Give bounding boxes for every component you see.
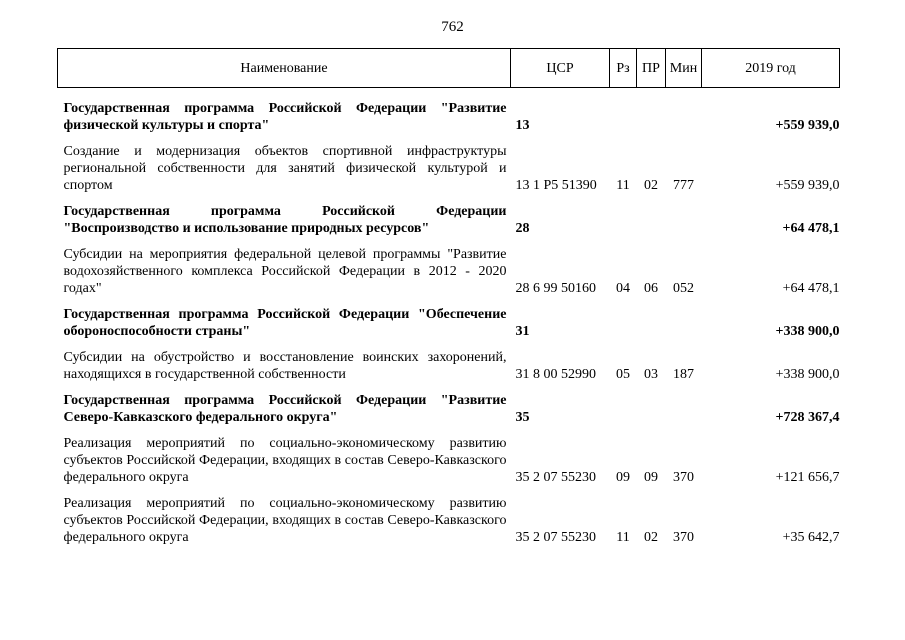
- header-rz: Рз: [610, 49, 637, 88]
- row-csr: 13 1 P5 51390: [515, 178, 597, 193]
- row-amount: +728 367,4: [775, 410, 840, 425]
- row-name: Реализация мероприятий по социально-экономическому развитию субъектов Российской Федерации, входящих в состав Северо-Кавказского федерального округа: [63, 436, 507, 485]
- row-csr: 28 6 99 50160: [515, 281, 596, 296]
- row-pr: 02: [644, 178, 658, 193]
- row-csr: 35 2 07 55230: [515, 530, 596, 545]
- row-rz: 05: [616, 367, 630, 382]
- row-rz: [610, 392, 637, 426]
- table-row: [58, 143, 840, 194]
- row-amount: +35 642,7: [782, 530, 840, 545]
- row-amount: +559 939,0: [775, 118, 840, 133]
- row-min: [666, 306, 702, 340]
- row-rz: [610, 306, 637, 340]
- row-name: Государственная программа Российской Федерации "Развитие физической культуры и спорта": [63, 101, 507, 133]
- row-name: Субсидии на мероприятия федеральной целевой программы "Развитие водохозяйственного комплекса Российской Федерации в 2012 - 2020 годах": [63, 247, 507, 296]
- table-row: [58, 349, 840, 383]
- table-row: [58, 306, 840, 340]
- budget-table: [57, 48, 840, 546]
- row-pr: [637, 306, 666, 340]
- table-row: [58, 392, 840, 426]
- row-min: 370: [673, 530, 694, 545]
- row-csr: 13: [515, 118, 530, 133]
- row-amount: +559 939,0: [775, 178, 840, 193]
- row-name: Государственная программа Российской Федерации "Обеспечение обороноспособности страны": [63, 307, 507, 339]
- row-pr: 06: [644, 281, 658, 296]
- row-name: Субсидии на обустройство и восстановление воинских захоронений, находящихся в государственной собственности: [63, 350, 507, 382]
- row-pr: 09: [644, 470, 658, 485]
- table-header-row: [58, 49, 840, 88]
- row-min: 777: [673, 178, 694, 193]
- row-rz: [610, 100, 637, 134]
- row-min: [666, 392, 702, 426]
- row-min: 370: [673, 470, 694, 485]
- table-row: [58, 100, 840, 134]
- table-row: [58, 203, 840, 237]
- row-csr: 35: [515, 410, 530, 425]
- row-csr: 28: [515, 221, 530, 236]
- row-csr: 35 2 07 55230: [515, 470, 596, 485]
- row-rz: 09: [616, 470, 630, 485]
- row-pr: [637, 203, 666, 237]
- row-min: [666, 100, 702, 134]
- row-name: Реализация мероприятий по социально-экономическому развитию субъектов Российской Федерации, входящих в состав Северо-Кавказского федерального округа: [63, 496, 507, 545]
- row-name: Государственная программа Российской Федерации "Развитие Северо-Кавказского федерального округа": [63, 393, 507, 425]
- table-row: [58, 246, 840, 297]
- table-row: [58, 495, 840, 546]
- row-min: [666, 203, 702, 237]
- row-csr: 31 8 00 52990: [515, 367, 596, 382]
- row-amount: +338 900,0: [775, 324, 840, 339]
- row-amount: +64 478,1: [782, 281, 840, 296]
- row-name: Государственная программа Российской Федерации "Воспроизводство и использование природных ресурсов": [63, 204, 507, 236]
- header-csr: ЦСР: [511, 49, 610, 88]
- row-pr: 03: [644, 367, 658, 382]
- row-amount: +64 478,1: [782, 221, 840, 236]
- header-min: Мин: [666, 49, 702, 88]
- row-min: 187: [673, 367, 694, 382]
- row-rz: 04: [616, 281, 630, 296]
- page-number: 762: [441, 19, 464, 35]
- row-amount: +338 900,0: [775, 367, 840, 382]
- row-min: 052: [673, 281, 694, 296]
- table-row: [58, 435, 840, 486]
- header-name: Наименование: [58, 49, 511, 88]
- row-pr: 02: [644, 530, 658, 545]
- header-pr: ПР: [637, 49, 666, 88]
- header-year: 2019 год: [702, 49, 840, 88]
- row-name: Создание и модернизация объектов спортивной инфраструктуры региональной собственности для занятий физической культурой и спортом: [63, 144, 507, 193]
- row-csr: 31: [515, 324, 530, 339]
- row-amount: +121 656,7: [775, 470, 840, 485]
- row-pr: [637, 392, 666, 426]
- row-pr: [637, 100, 666, 134]
- row-rz: 11: [616, 178, 630, 193]
- row-rz: 11: [616, 530, 630, 545]
- row-rz: [610, 203, 637, 237]
